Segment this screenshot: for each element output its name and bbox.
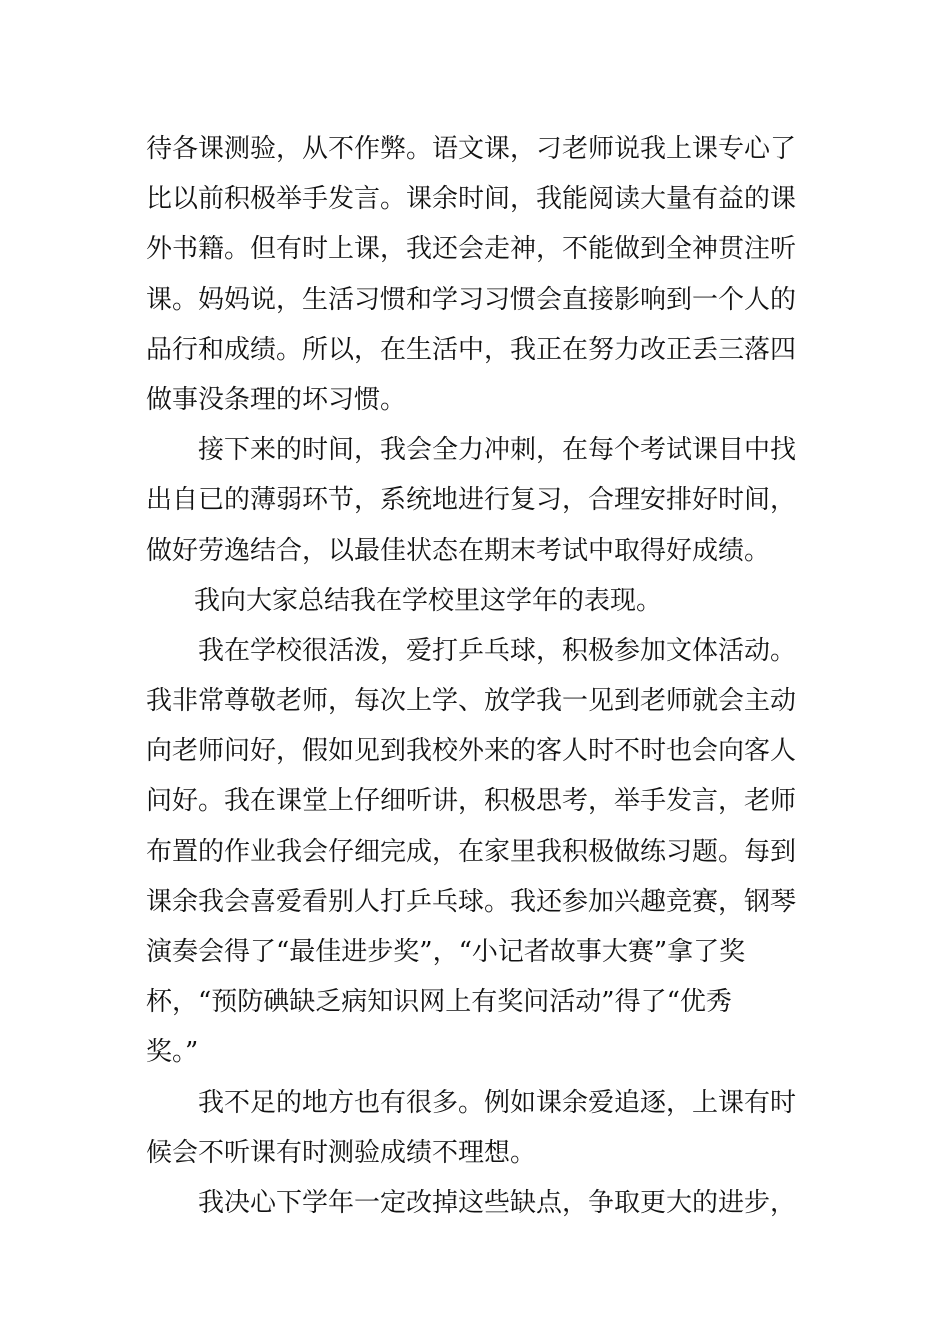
paragraph-start-line: 接下来的时间，我会全力冲刺，在每个考试课目中找 [198, 435, 797, 466]
paragraph-start-line: 我向大家总结我在学校里这学年的表现。 [194, 585, 663, 616]
text-line: 布置的作业我会仔细完成，在家里我积极做练习题。每到 [146, 836, 797, 867]
paragraph-start-line: 我在学校很活泼，爱打乒乓球，积极参加文体活动。 [198, 635, 797, 666]
text-line: 课余我会喜爱看别人打乒乓球。我还参加兴趣竞赛，钢琴 [146, 886, 797, 917]
text-line: 待各课测验，从不作弊。语文课，刁老师说我上课专心了 [146, 134, 797, 164]
text-line: 向老师问好，假如见到我校外来的客人时不时也会向客人 [146, 736, 797, 767]
paragraph-start-line: 我不足的地方也有很多。例如课余爱追逐，上课有时 [198, 1087, 797, 1118]
text-line: 问好。我在课堂上仔细听讲，积极思考，举手发言，老师 [146, 786, 797, 817]
paragraph-start-line: 我决心下学年一定改掉这些缺点，争取更大的进步， [198, 1187, 797, 1218]
text-line: 课。妈妈说，生活习惯和学习习惯会直接影响到一个人的 [146, 284, 797, 315]
text-line: 演奏会得了“最佳进步奖”，“小记者故事大赛”拿了奖 [146, 937, 746, 967]
text-line: 做好劳逸结合，以最佳状态在期末考试中取得好成绩。 [146, 535, 771, 566]
text-line: 品行和成绩。所以，在生活中，我正在努力改正丢三落四 [146, 334, 797, 365]
text-line: 杯，“预防碘缺乏病知识网上有奖问活动”得了“优秀 [146, 987, 732, 1018]
text-line: 奖。” [146, 1037, 199, 1068]
text-line: 外书籍。但有时上课，我还会走神，不能做到全神贯注听 [146, 234, 797, 265]
body-text [146, 124, 816, 1228]
text-line: 我非常尊敬老师，每次上学、放学我一见到老师就会主动 [146, 686, 797, 717]
text-line: 比以前积极举手发言。课余时间，我能阅读大量有益的课 [146, 184, 797, 215]
text-line: 候会不听课有时测验成绩不理想。 [146, 1137, 537, 1168]
text-line: 出自已的薄弱环节，系统地进行复习，合理安排好时间， [146, 485, 797, 516]
text-line: 做事没条理的坏习惯。 [146, 384, 407, 415]
